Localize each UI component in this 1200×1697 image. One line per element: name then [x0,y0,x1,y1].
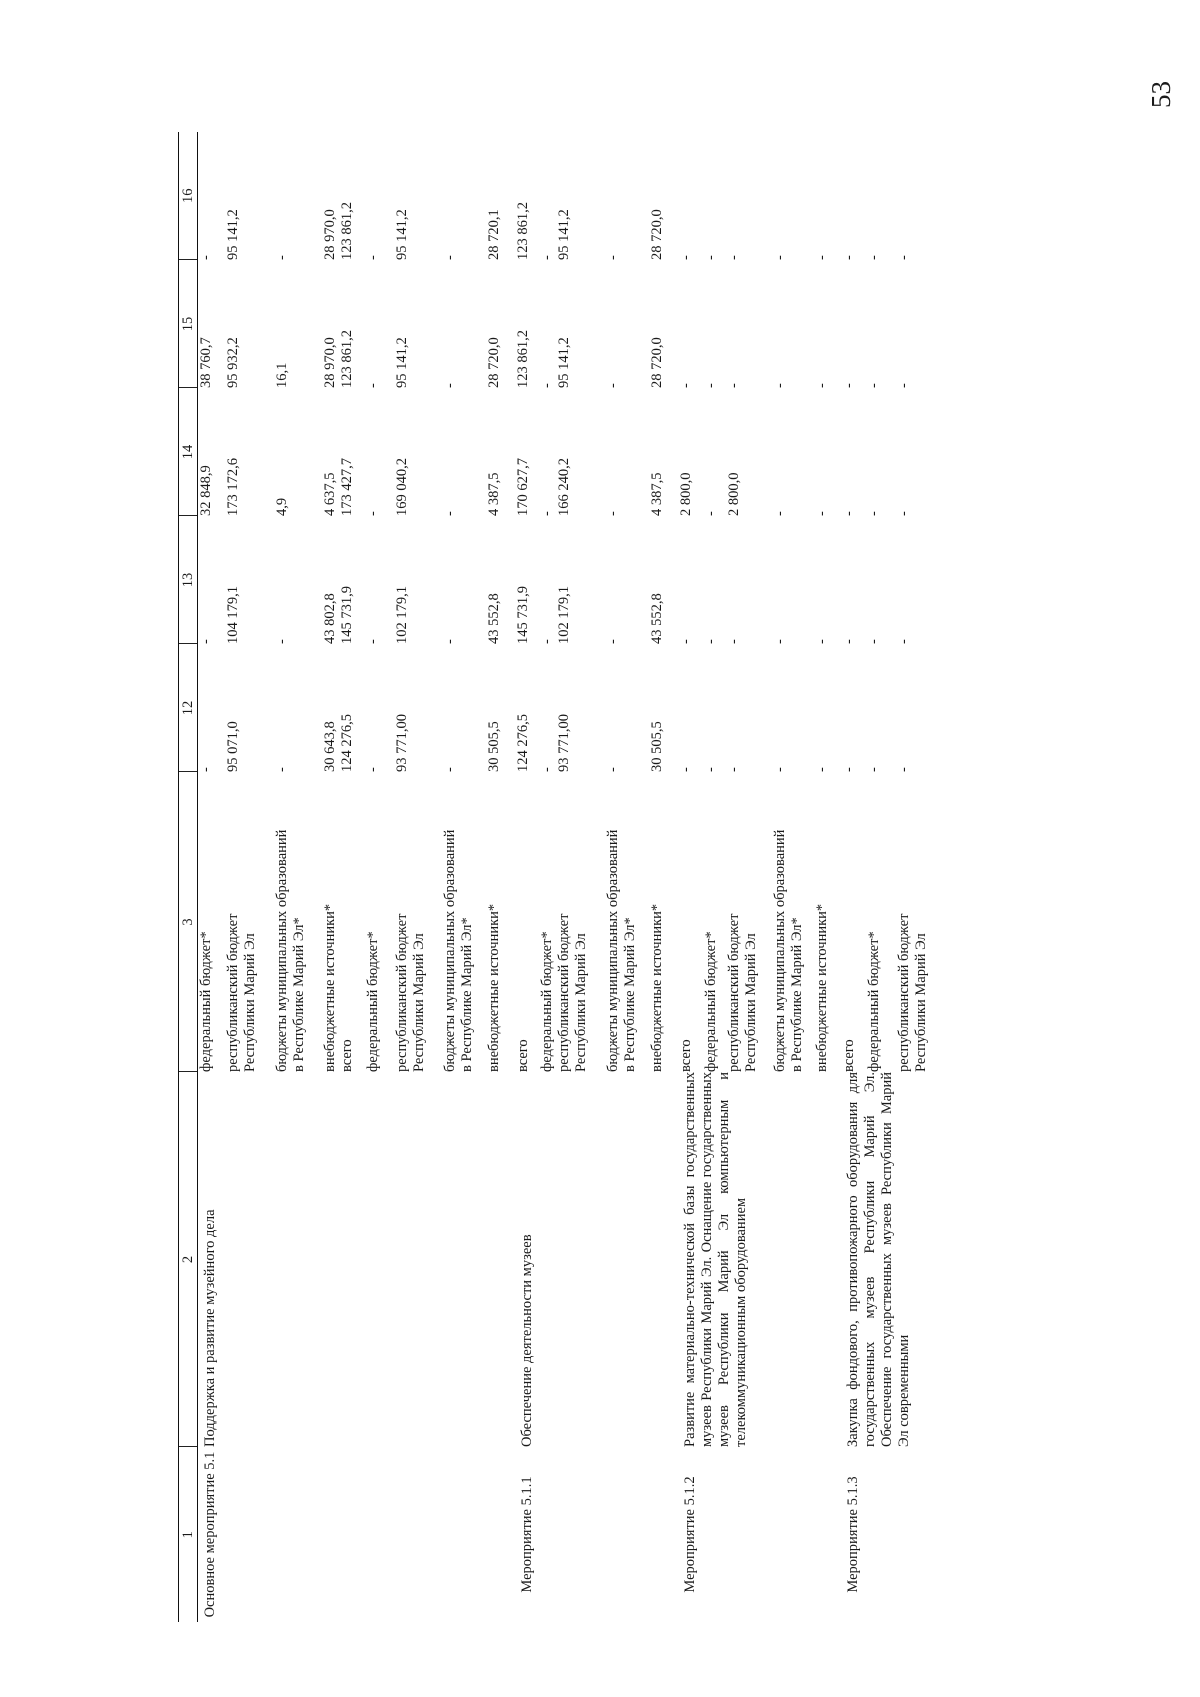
cell-line: 32 848,9 [198,465,214,516]
cell-line: Республики Марий Эл [242,933,258,1072]
cell-line: - [605,383,621,388]
value-cell-12 [394,644,442,772]
measure-description: Закупка фондового, противопожарного оборудования для государственных музеев Республики Марий Эл. Обеспечение государственных музеев Республики Марий Эл современными [845,1072,912,1447]
table-body [198,132,931,1622]
funding-source [339,772,365,1072]
cell-line: в Республике Марий Эл* [459,917,475,1072]
cell-line: - [866,639,882,644]
cell-line: федеральный бюджет* [198,931,214,1072]
cell-line: 95 141,2 [394,337,410,388]
cell-line: 124 276,5 [339,714,355,772]
header-cell: 15 [179,260,198,388]
cell-line: бюджеты муниципальных образований [274,829,290,1072]
value-cell-15 [726,260,772,388]
cell-line: 145 731,9 [339,586,355,644]
funding-source [896,772,930,1072]
value-cell-13 [866,516,896,644]
funding-source [225,772,274,1072]
measure-label: Мероприятие 5.1.2 [682,1476,698,1593]
value-cell-15 [539,260,605,388]
value-cell-14 [365,388,394,516]
cell-line: - [896,255,912,260]
cell-line: 95 141,2 [556,337,572,388]
funding-source [394,772,442,1072]
value-cell-12 [198,644,226,772]
cell-line: федеральный бюджет* [539,931,555,1072]
spacer-cell [666,132,678,1622]
header-cell: 1 [179,1447,198,1622]
value-cell-16 [678,132,703,260]
funding-source [486,772,503,1072]
funding-source [649,772,666,1072]
cell-line: - [866,767,882,772]
value-cell-15 [339,260,365,388]
cell-line: 123 861,2 [339,202,355,260]
cell-line: - [866,383,882,388]
cell-line: - [539,511,555,516]
value-cell-12 [539,644,605,772]
cell-line: 169 040,2 [394,458,410,516]
funding-source [322,772,339,1072]
cell-line: 102 179,1 [556,586,572,644]
value-cell-16 [605,132,649,260]
cell-line: - [703,511,719,516]
value-cell-12 [726,644,772,772]
cell-line: внебюджетные источники* [649,903,665,1072]
value-cell-15 [394,260,442,388]
group-spacer [503,132,515,1622]
cell-line: - [442,767,458,772]
funding-source [678,772,703,1072]
funding-source [726,772,772,1072]
value-cell-12 [896,644,930,772]
cell-line: - [678,767,694,772]
budget-table [178,132,930,1622]
cell-line: - [198,639,214,644]
cell-line: 166 240,2 [556,458,572,516]
cell-line: - [814,511,830,516]
value-cell-14 [726,388,772,516]
cell-line: - [841,639,857,644]
cell-line: - [841,255,857,260]
cell-line: 43 552,8 [649,593,665,644]
funding-source [814,772,831,1072]
cell-line: в Республике Марий Эл* [789,917,805,1072]
cell-line: - [365,383,381,388]
value-cell-15 [274,260,322,388]
cell-line: - [442,511,458,516]
value-cell-16 [703,132,726,260]
measure-label: Мероприятие 5.1.1 [519,1476,535,1593]
funding-source [365,772,394,1072]
value-cell-16 [394,132,442,260]
value-cell-16 [772,132,814,260]
cell-line: внебюджетные источники* [486,903,502,1072]
cell-line: - [726,255,742,260]
cell-line: - [896,383,912,388]
value-cell-12 [772,644,814,772]
cell-line: 43 552,8 [486,593,502,644]
value-cell-16 [841,132,866,260]
value-cell-12 [866,644,896,772]
value-cell-12 [486,644,503,772]
value-cell-13 [442,516,486,644]
cell-line: внебюджетные источники* [322,903,338,1072]
cell-line: 123 861,2 [339,330,355,388]
cell-line: - [703,639,719,644]
page-number: 53 [1146,81,1176,108]
cell-line: - [896,511,912,516]
value-cell-16 [726,132,772,260]
cell-line: - [726,639,742,644]
value-cell-16 [339,132,365,260]
cell-line: - [605,255,621,260]
value-cell-16 [866,132,896,260]
cell-line: 95 141,2 [556,209,572,260]
measure-label: Основное мероприятие 5.1 [202,1451,218,1618]
value-cell-14 [225,388,274,516]
cell-line: республиканский бюджет [726,913,742,1072]
value-cell-13 [486,516,503,644]
cell-line: 2 800,0 [678,472,694,516]
cell-line: - [365,639,381,644]
value-cell-16 [539,132,605,260]
cell-line: бюджеты муниципальных образований [605,829,621,1072]
value-cell-12 [322,644,339,772]
funding-source [198,772,226,1072]
cell-line: - [198,767,214,772]
cell-line: - [814,767,830,772]
cell-line: - [772,767,788,772]
value-cell-14 [515,388,539,516]
value-cell-14 [649,388,666,516]
cell-line: 95 141,2 [394,209,410,260]
cell-line: 93 771,00 [556,714,572,772]
cell-line: Республики Марий Эл [743,933,759,1072]
cell-line: 28 720,1 [486,209,502,260]
cell-line: 4,9 [274,497,290,516]
table-row [198,132,226,1622]
table-row [678,132,703,1622]
cell-line: федеральный бюджет* [703,931,719,1072]
value-cell-12 [605,644,649,772]
value-cell-12 [649,644,666,772]
rotated-table-area [178,132,1200,1622]
cell-line: 123 861,2 [515,330,531,388]
cell-line: - [726,383,742,388]
value-cell-12 [365,644,394,772]
header-cell: 14 [179,388,198,516]
value-cell-13 [841,516,866,644]
cell-line: - [772,383,788,388]
cell-line: Республики Марий Эл [573,933,589,1072]
value-cell-15 [866,260,896,388]
cell-line: 30 505,5 [486,721,502,772]
value-cell-13 [649,516,666,644]
cell-line: - [678,383,694,388]
funding-source [866,772,896,1072]
cell-line: всего [678,1039,694,1072]
value-cell-13 [365,516,394,644]
cell-line: - [703,767,719,772]
cell-line: республиканский бюджет [225,913,241,1072]
cell-line: федеральный бюджет* [365,931,381,1072]
value-cell-13 [274,516,322,644]
cell-line: 173 172,6 [225,458,241,516]
cell-line: - [772,255,788,260]
cell-line: - [866,255,882,260]
header-cell: 2 [179,1072,198,1447]
cell-line: 28 720,0 [486,337,502,388]
cell-line: 173 427,7 [339,458,355,516]
cell-line: - [442,639,458,644]
value-cell-13 [515,516,539,644]
cell-line: - [365,767,381,772]
cell-line: 95 141,2 [225,209,241,260]
cell-line: - [726,767,742,772]
cell-line: 43 802,8 [322,593,338,644]
value-cell-14 [442,388,486,516]
cell-line: республиканский бюджет [394,913,410,1072]
value-cell-13 [896,516,930,644]
value-cell-16 [322,132,339,260]
value-cell-13 [605,516,649,644]
funding-source [515,772,539,1072]
value-cell-13 [772,516,814,644]
cell-line: федеральный бюджет* [866,931,882,1072]
value-cell-16 [225,132,274,260]
value-cell-15 [703,260,726,388]
value-cell-16 [515,132,539,260]
value-cell-16 [486,132,503,260]
value-cell-12 [339,644,365,772]
value-cell-13 [322,516,339,644]
value-cell-12 [703,644,726,772]
value-cell-16 [814,132,831,260]
funding-source [274,772,322,1072]
value-cell-16 [274,132,322,260]
cell-line: 104 179,1 [225,586,241,644]
cell-line: - [814,255,830,260]
cell-line: - [703,255,719,260]
value-cell-13 [394,516,442,644]
cell-line: - [841,383,857,388]
cell-line: - [274,767,290,772]
value-cell-16 [198,132,226,260]
value-cell-15 [486,260,503,388]
cell-line: 95 071,0 [225,721,241,772]
cell-line: 16,1 [274,362,290,388]
value-cell-15 [515,260,539,388]
cell-line: 170 627,7 [515,458,531,516]
value-cell-14 [841,388,866,516]
value-cell-12 [678,644,703,772]
value-cell-15 [678,260,703,388]
cell-line: 28 970,0 [322,337,338,388]
header-cell: 3 [179,772,198,1072]
cell-line: всего [841,1039,857,1072]
value-cell-16 [365,132,394,260]
value-cell-15 [442,260,486,388]
value-cell-13 [225,516,274,644]
value-cell-14 [814,388,831,516]
value-cell-12 [515,644,539,772]
cell-line: в Республике Марий Эл* [622,917,638,1072]
funding-source [605,772,649,1072]
spacer-cell [503,132,515,1622]
cell-line: 30 643,8 [322,721,338,772]
cell-line: - [678,255,694,260]
value-cell-15 [841,260,866,388]
funding-source [539,772,605,1072]
cell-line: - [841,511,857,516]
measure-description: Обеспечение деятельности музеев [519,1234,535,1447]
value-cell-13 [814,516,831,644]
cell-line: - [772,639,788,644]
cell-line: - [605,511,621,516]
value-cell-13 [726,516,772,644]
cell-line: - [703,383,719,388]
measure-description: Развитие материально-технической базы государственных музеев Республики Марий Эл. Оснащение государственных музеев Республики Марий Эл компьютерным и телекоммуникационным оборудованием [682,1072,749,1447]
value-cell-15 [772,260,814,388]
funding-source [772,772,814,1072]
cell-line: 95 932,2 [225,337,241,388]
cell-line: - [896,767,912,772]
header-cell: 16 [179,132,198,260]
value-cell-15 [225,260,274,388]
value-cell-14 [394,388,442,516]
cell-line: - [866,511,882,516]
header-row [179,132,198,1622]
cell-line: 93 771,00 [394,714,410,772]
cell-line: - [841,767,857,772]
value-cell-14 [896,388,930,516]
cell-line: 4 637,5 [322,472,338,516]
cell-line: всего [515,1039,531,1072]
value-cell-14 [678,388,703,516]
value-cell-14 [486,388,503,516]
value-cell-14 [274,388,322,516]
cell-line: 28 970,0 [322,209,338,260]
value-cell-15 [365,260,394,388]
cell-line: 2 800,0 [726,472,742,516]
cell-line: - [539,639,555,644]
header-cell: 12 [179,644,198,772]
cell-line: - [539,255,555,260]
cell-line: - [198,255,214,260]
cell-line: 123 861,2 [515,202,531,260]
value-cell-14 [605,388,649,516]
cell-line: - [814,639,830,644]
value-cell-12 [814,644,831,772]
funding-source [841,772,866,1072]
cell-line: - [772,511,788,516]
value-cell-13 [339,516,365,644]
cell-line: Республики Марий Эл [913,933,929,1072]
cell-line: в Республике Марий Эл* [291,917,307,1072]
value-cell-14 [703,388,726,516]
cell-line: - [274,639,290,644]
value-cell-15 [814,260,831,388]
table-row [841,132,866,1622]
cell-line: 4 387,5 [649,472,665,516]
value-cell-15 [198,260,226,388]
cell-line: Республики Марий Эл [411,933,427,1072]
cell-line: - [274,255,290,260]
value-cell-13 [198,516,226,644]
cell-line: - [814,383,830,388]
funding-source [442,772,486,1072]
cell-line: - [365,255,381,260]
cell-line: республиканский бюджет [896,913,912,1072]
cell-line: - [365,511,381,516]
value-cell-12 [225,644,274,772]
value-cell-16 [442,132,486,260]
cell-line: республиканский бюджет [556,913,572,1072]
value-cell-15 [649,260,666,388]
cell-line: бюджеты муниципальных образований [772,829,788,1072]
cell-line: бюджеты муниципальных образований [442,829,458,1072]
value-cell-14 [322,388,339,516]
value-cell-13 [703,516,726,644]
cell-line: - [605,639,621,644]
cell-line: - [539,383,555,388]
spacer-cell [831,132,841,1622]
cell-line: 28 720,0 [649,209,665,260]
value-cell-12 [274,644,322,772]
cell-line: - [605,767,621,772]
value-cell-16 [896,132,930,260]
header-cell: 13 [179,516,198,644]
group-spacer [666,132,678,1622]
measure-label: Мероприятие 5.1.3 [845,1476,861,1593]
value-cell-15 [605,260,649,388]
value-cell-14 [539,388,605,516]
group-spacer [831,132,841,1622]
value-cell-16 [649,132,666,260]
value-cell-13 [678,516,703,644]
cell-line: - [442,383,458,388]
table-row [515,132,539,1622]
cell-line: - [896,639,912,644]
cell-line: 4 387,5 [486,472,502,516]
cell-line: - [678,639,694,644]
cell-line: внебюджетные источники* [814,903,830,1072]
value-cell-15 [896,260,930,388]
value-cell-14 [772,388,814,516]
cell-line: 28 720,0 [649,337,665,388]
cell-line: 38 760,7 [198,337,214,388]
measure-description: Поддержка и развитие музейного дела [202,1209,218,1447]
cell-line: всего [339,1039,355,1072]
value-cell-14 [339,388,365,516]
cell-line: 30 505,5 [649,721,665,772]
value-cell-15 [322,260,339,388]
funding-source [703,772,726,1072]
value-cell-12 [841,644,866,772]
value-cell-14 [198,388,226,516]
cell-line: 124 276,5 [515,714,531,772]
value-cell-13 [539,516,605,644]
cell-line: - [539,767,555,772]
cell-line: - [442,255,458,260]
value-cell-12 [442,644,486,772]
value-cell-14 [866,388,896,516]
cell-line: 102 179,1 [394,586,410,644]
cell-line: 145 731,9 [515,586,531,644]
